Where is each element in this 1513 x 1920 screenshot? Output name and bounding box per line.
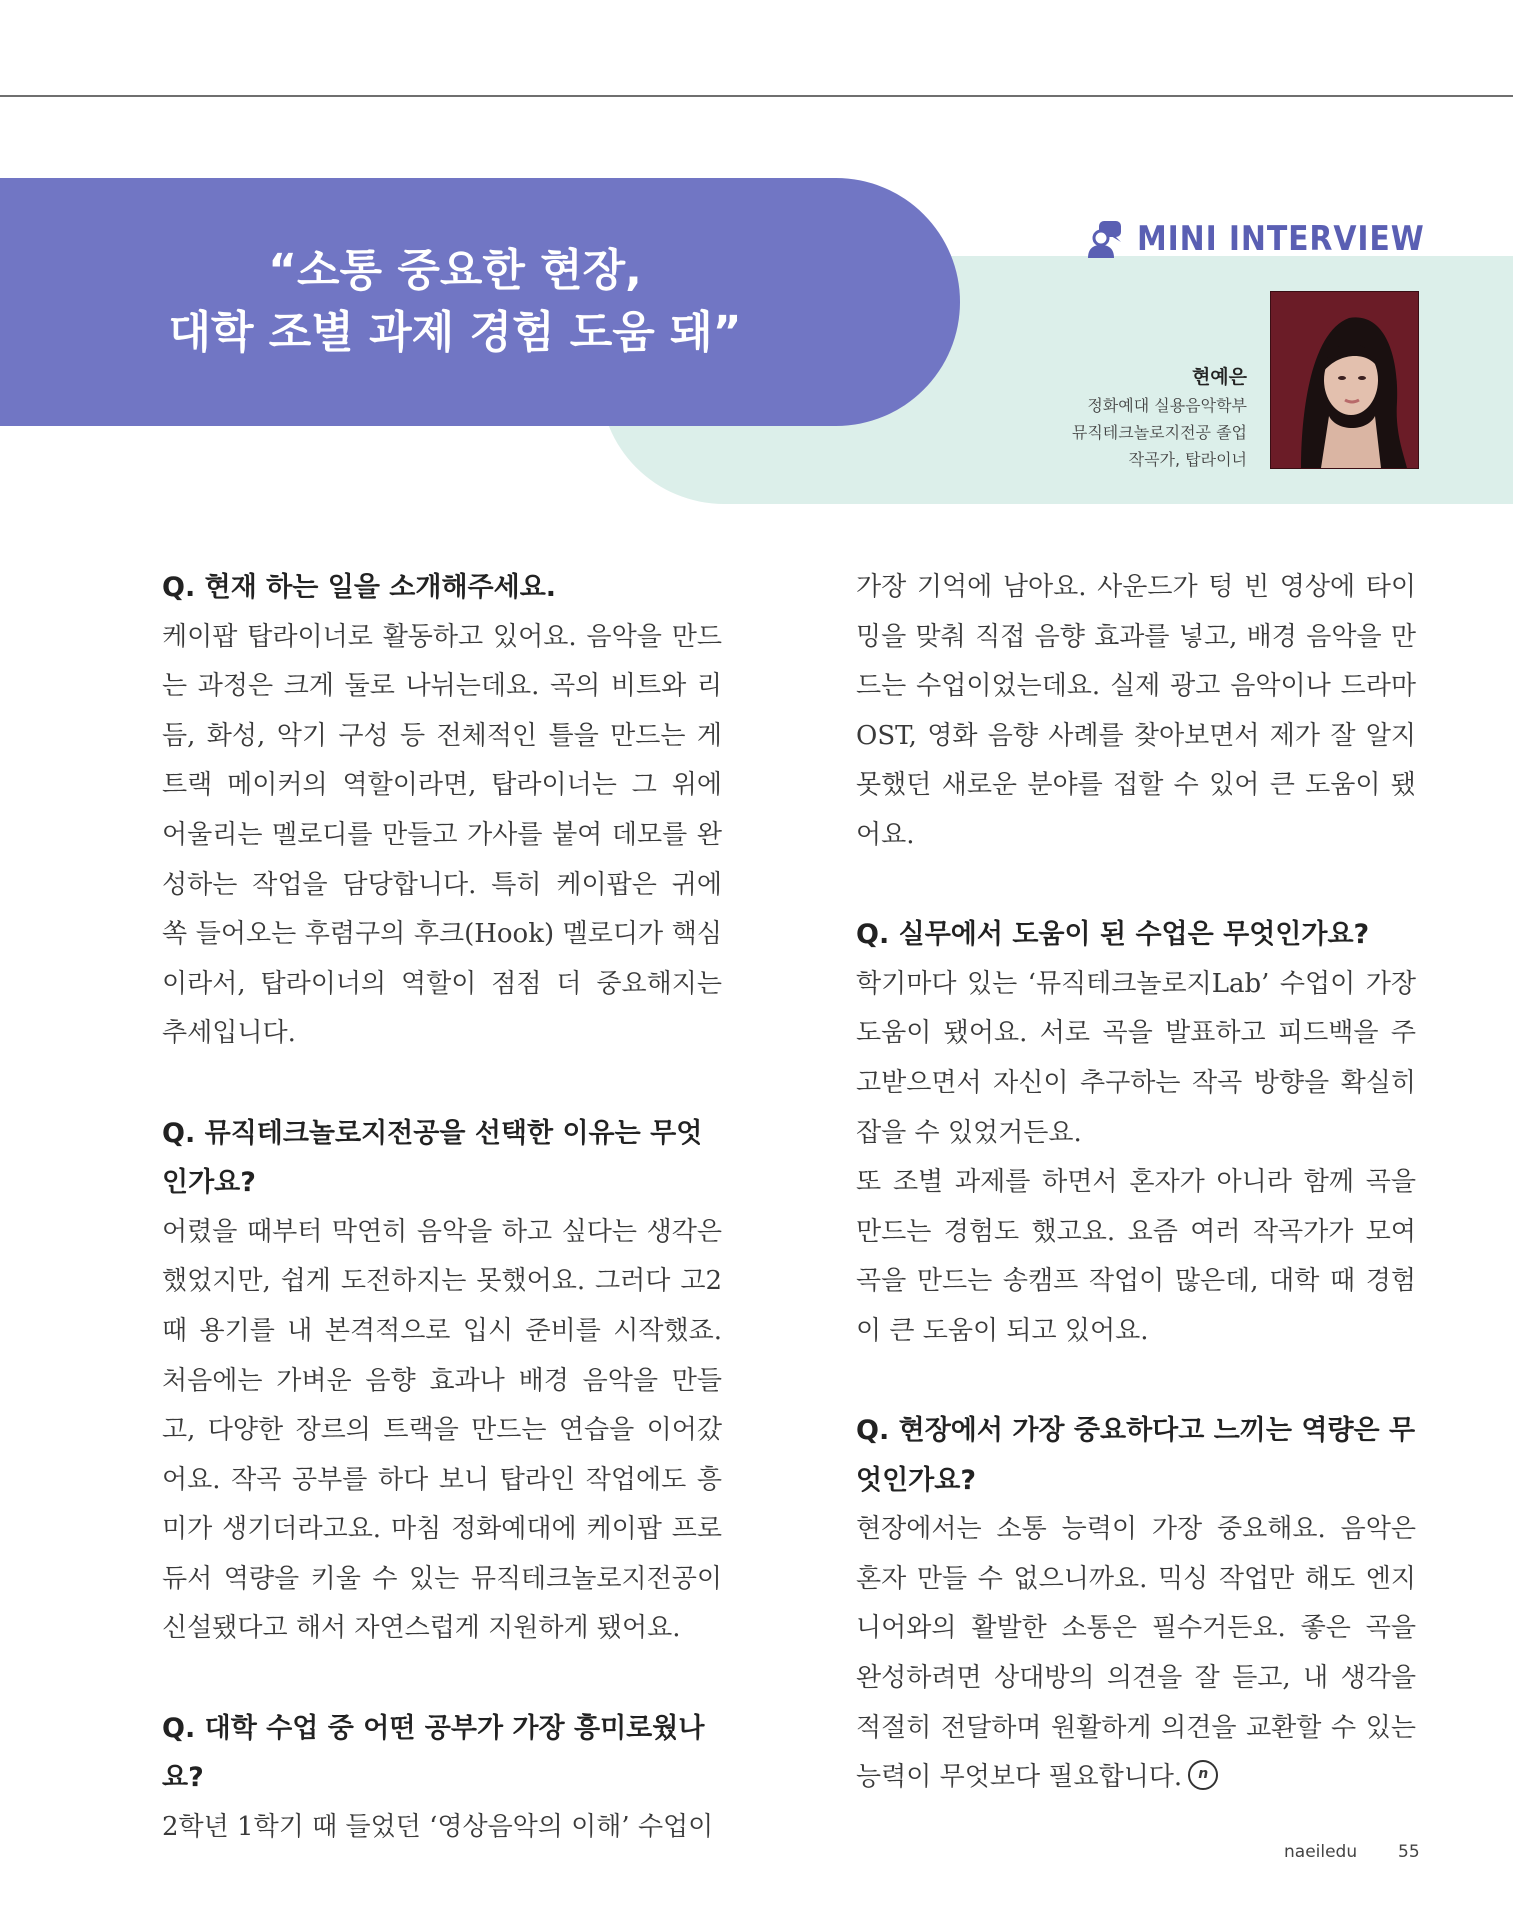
top-rule bbox=[0, 95, 1513, 97]
section-label bbox=[1085, 214, 1464, 264]
profile-major: 뮤직테크놀로지전공 졸업 bbox=[1071, 423, 1247, 442]
page-number: 55 bbox=[1398, 1842, 1420, 1862]
answer-5-paragraph bbox=[856, 1505, 1416, 1803]
answer-4-paragraph-2: 또 조별 과제를 하면서 혼자가 아니라 함께 곡을 만드는 경험도 했고요. 요즘 여러 작곡가가 모여 곡을 만드는 송캠프 작업이 많은데, 대학 때 경험이 큰 도움이 되고 있어요. bbox=[856, 1167, 1416, 1346]
profile-photo bbox=[1270, 291, 1419, 469]
headline bbox=[0, 178, 910, 426]
question-5: Q. 현장에서 가장 중요하다고 느끼는 역량은 무엇인가요? bbox=[856, 1415, 1416, 1496]
profile-school: 정화예대 실용음악학부 bbox=[1087, 396, 1247, 415]
section-label-text: MINI INTERVIEW bbox=[1137, 219, 1425, 259]
spacer bbox=[162, 1059, 722, 1109]
right-column bbox=[856, 563, 1416, 1803]
profile-info bbox=[1072, 362, 1247, 473]
question-4: Q. 실무에서 도움이 된 수업은 무엇인가요? bbox=[856, 919, 1370, 951]
answer-4-paragraph-1: 학기마다 있는 ‘뮤직테크놀로지Lab’ 수업이 가장 도움이 됐어요. 서로 곡을 발표하고 피드백을 주고받으면서 자신이 추구하는 작곡 방향을 확실히 잡을 수 있었거든요. bbox=[856, 968, 1416, 1148]
portrait-illustration bbox=[1271, 292, 1418, 468]
answer-5: 현장에서는 소통 능력이 가장 중요해요. 음악은 혼자 만들 수 없으니까요. 믹싱 작업만 해도 엔지니어와의 활발한 소통은 필수거든요. 좋은 곡을 완성하려면 상대방의 의견을 잘 듣고, 내 생각을 적절히 전달하며 원활하게 의견을 교환할 수 있는 능력이 무엇보다 필요합니다. bbox=[856, 1514, 1416, 1793]
question-3: Q. 대학 수업 중 어떤 공부가 가장 흥미로웠나요? bbox=[162, 1712, 705, 1794]
headline-line-2: 대학 조별 과제 경험 도움 돼” bbox=[168, 307, 742, 358]
profile-role: 작곡가, 탑라이너 bbox=[1128, 450, 1247, 469]
answer-1: 케이팝 탑라이너로 활동하고 있어요. 음악을 만드는 과정은 크게 둘로 나뉘는데요. 곡의 비트와 리듬, 화성, 악기 구성 등 전체적인 틀을 만드는 게 트랙 메이커의 역할이라면, 탑라이너는 그 위에 어울리는 멜로디를 만들고 가사를 붙여 데모를 완성하는 작업을 담당합니다. 특히 케이팝은 귀에 쏙 들어오는 후렴구의 후크(Hook) 멜로디가 핵심이라서, 탑라이너의 역할이 점점 더 중요해지는 추세입니다. bbox=[162, 621, 722, 1049]
answer-3-continued: 가장 기억에 남아요. 사운드가 텅 빈 영상에 타이밍을 맞춰 직접 음향 효과를 넣고, 배경 음악을 만드는 수업이었는데요. 실제 광고 음악이나 드라마 OST, 영화 음향 사례를 찾아보면서 제가 잘 알지 못했던 새로운 분야를 접할 수 있어 큰 도움이 됐어요. bbox=[856, 572, 1416, 850]
question-1: Q. 현재 하는 일을 소개해주세요. bbox=[162, 572, 557, 603]
profile-name: 현예은 bbox=[1191, 366, 1247, 388]
question-2: Q. 뮤직테크놀로지전공을 선택한 이유는 무엇인가요? bbox=[162, 1117, 703, 1199]
headline-line-1: “소통 중요한 현장, bbox=[268, 245, 642, 296]
spacer bbox=[162, 1654, 722, 1704]
spacer bbox=[856, 861, 1416, 911]
answer-3-start: 2학년 1학기 때 들었던 ‘영상음악의 이해’ 수업이 bbox=[162, 1811, 714, 1842]
end-mark-icon: n bbox=[1188, 1760, 1218, 1790]
spacer bbox=[856, 1357, 1416, 1407]
person-chat-icon bbox=[1085, 218, 1127, 260]
footer-brand: naeiledu bbox=[1284, 1842, 1358, 1862]
answer-2: 어렸을 때부터 막연히 음악을 하고 싶다는 생각은 했었지만, 쉽게 도전하지는 못했어요. 그러다 고2 때 용기를 내 본격적으로 입시 준비를 시작했죠. 처음에는 가벼운 음향 효과나 배경 음악을 만들고, 다양한 장르의 트랙을 만드는 연습을 이어갔어요. 작곡 공부를 하다 보니 탑라인 작업에도 흥미가 생기더라고요. 마침 정화예대에 케이팝 프로듀서 역량을 키울 수 있는 뮤직테크놀로지전공이 신설됐다고 해서 자연스럽게 지원하게 됐어요. bbox=[162, 1216, 722, 1644]
left-column bbox=[162, 563, 722, 1852]
